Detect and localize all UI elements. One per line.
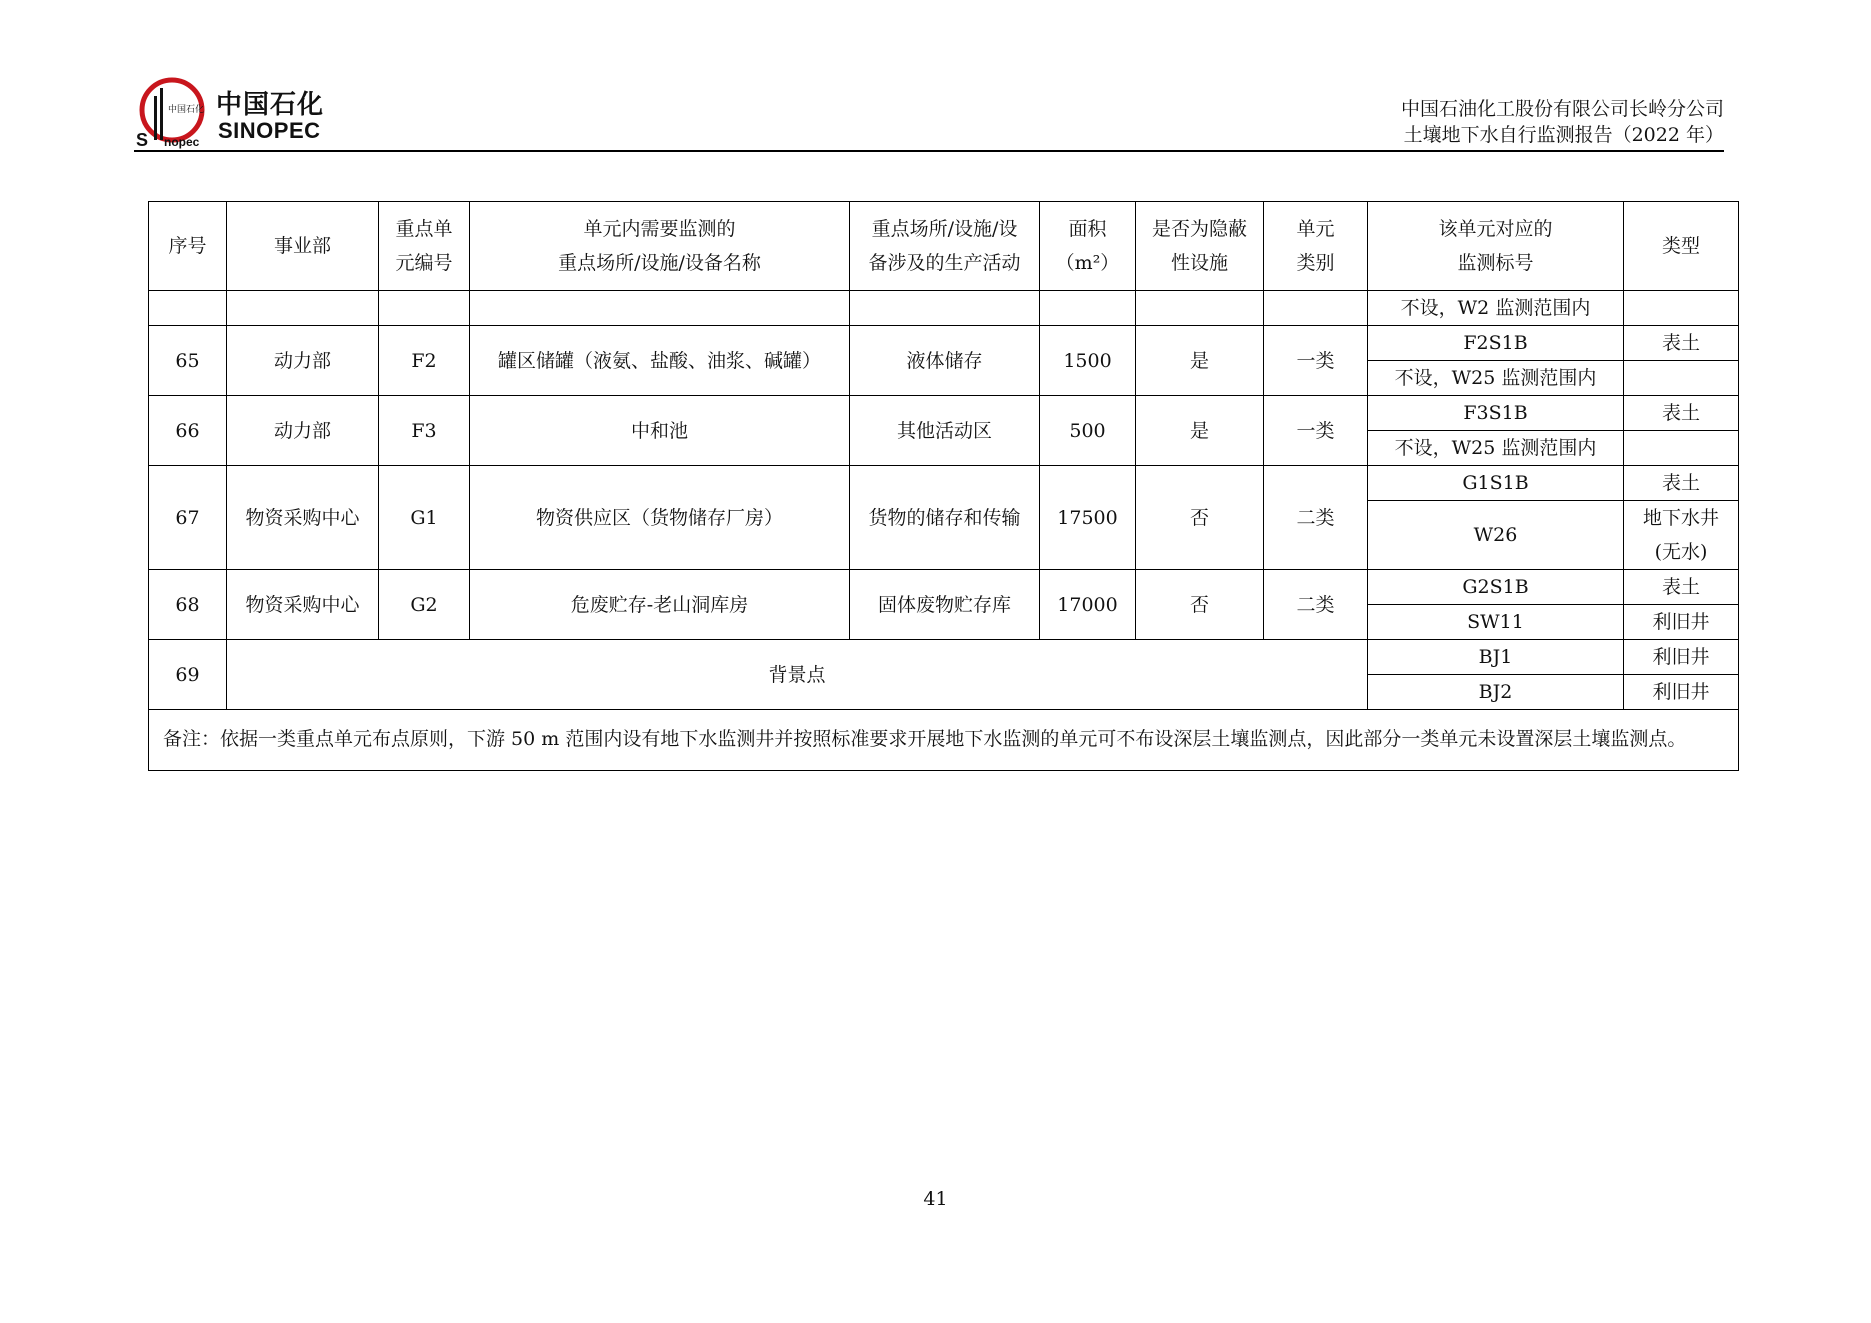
row-number: 66 bbox=[149, 396, 227, 466]
row-number: 69 bbox=[149, 640, 227, 710]
table-row bbox=[149, 396, 1739, 431]
logo-chinese-name: 中国石化 bbox=[216, 90, 325, 120]
unit-code: F2 bbox=[379, 326, 470, 396]
report-title-block bbox=[1401, 96, 1724, 148]
row-number: 67 bbox=[149, 466, 227, 570]
svg-text:S: S bbox=[136, 130, 149, 150]
sinopec-logo bbox=[134, 74, 494, 152]
logo-english-name: SINOPEC bbox=[218, 118, 321, 143]
column-header: 该单元对应的 监测标号 bbox=[1368, 202, 1624, 291]
column-header: 重点单 元编号 bbox=[379, 202, 470, 291]
area: 17500 bbox=[1040, 466, 1136, 570]
department: 动力部 bbox=[227, 396, 379, 466]
unit-category: 二类 bbox=[1264, 466, 1368, 570]
unit-code: G2 bbox=[379, 570, 470, 640]
facility-name: 物资供应区（货物储存厂房） bbox=[470, 466, 850, 570]
area: 17000 bbox=[1040, 570, 1136, 640]
monitoring-point: BJ2 bbox=[1368, 675, 1624, 710]
area: 1500 bbox=[1040, 326, 1136, 396]
point-type bbox=[1624, 431, 1739, 466]
area: 500 bbox=[1040, 396, 1136, 466]
monitoring-point: 不设，W25 监测范围内 bbox=[1368, 361, 1624, 396]
monitoring-point: G1S1B bbox=[1368, 466, 1624, 501]
column-header: 是否为隐蔽 性设施 bbox=[1136, 202, 1264, 291]
page-number: 41 bbox=[923, 1188, 948, 1210]
table-row bbox=[149, 326, 1739, 361]
production-activity: 液体储存 bbox=[850, 326, 1040, 396]
table-row bbox=[149, 570, 1739, 605]
table-row bbox=[149, 291, 1739, 326]
svg-text:中国石化: 中国石化 bbox=[168, 105, 205, 115]
column-header: 重点场所/设施/设 备涉及的生产活动 bbox=[850, 202, 1040, 291]
production-activity: 固体废物贮存库 bbox=[850, 570, 1040, 640]
unit-category: 二类 bbox=[1264, 570, 1368, 640]
monitoring-point: F2S1B bbox=[1368, 326, 1624, 361]
point-type: 表土 bbox=[1624, 466, 1739, 501]
hidden-facility: 否 bbox=[1136, 570, 1264, 640]
column-header: 事业部 bbox=[227, 202, 379, 291]
unit-code: G1 bbox=[379, 466, 470, 570]
table-header-row bbox=[149, 202, 1739, 291]
point-type: 地下水井 (无水) bbox=[1624, 501, 1739, 570]
row-number: 65 bbox=[149, 326, 227, 396]
facility-name: 危废贮存-老山洞库房 bbox=[470, 570, 850, 640]
point-type bbox=[1624, 361, 1739, 396]
monitoring-point: G2S1B bbox=[1368, 570, 1624, 605]
monitoring-point: 不设，W25 监测范围内 bbox=[1368, 431, 1624, 466]
monitoring-point: SW11 bbox=[1368, 605, 1624, 640]
point-type: 利旧井 bbox=[1624, 605, 1739, 640]
column-header: 面积 （m²） bbox=[1040, 202, 1136, 291]
department: 动力部 bbox=[227, 326, 379, 396]
department: 物资采购中心 bbox=[227, 466, 379, 570]
background-point-label: 背景点 bbox=[227, 640, 1368, 710]
department: 物资采购中心 bbox=[227, 570, 379, 640]
table-note: 备注：依据一类重点单元布点原则，下游 50 m 范围内设有地下水监测井并按照标准要求开展地下水监测的单元可不布设深层土壤监测点，因此部分一类单元未设置深层土壤监测点。 bbox=[149, 710, 1739, 771]
page-header bbox=[134, 74, 1724, 152]
hidden-facility: 否 bbox=[1136, 466, 1264, 570]
point-type: 利旧井 bbox=[1624, 675, 1739, 710]
column-header: 单元 类别 bbox=[1264, 202, 1368, 291]
hidden-facility: 是 bbox=[1136, 326, 1264, 396]
monitoring-point: W26 bbox=[1368, 501, 1624, 570]
monitoring-point: F3S1B bbox=[1368, 396, 1624, 431]
monitoring-point: 不设，W2 监测范围内 bbox=[1368, 291, 1624, 326]
column-header: 单元内需要监测的 重点场所/设施/设备名称 bbox=[470, 202, 850, 291]
column-header: 序号 bbox=[149, 202, 227, 291]
point-type: 表土 bbox=[1624, 570, 1739, 605]
production-activity: 货物的储存和传输 bbox=[850, 466, 1040, 570]
unit-category: 一类 bbox=[1264, 326, 1368, 396]
point-type: 利旧井 bbox=[1624, 640, 1739, 675]
facility-name: 中和池 bbox=[470, 396, 850, 466]
hidden-facility: 是 bbox=[1136, 396, 1264, 466]
table-note-row bbox=[149, 710, 1739, 771]
point-type: 表土 bbox=[1624, 396, 1739, 431]
table-row bbox=[149, 640, 1739, 675]
point-type bbox=[1624, 291, 1739, 326]
monitoring-point: BJ1 bbox=[1368, 640, 1624, 675]
header-divider bbox=[134, 150, 1724, 152]
table-row bbox=[149, 466, 1739, 501]
row-number: 68 bbox=[149, 570, 227, 640]
production-activity: 其他活动区 bbox=[850, 396, 1040, 466]
facility-name: 罐区储罐（液氨、盐酸、油浆、碱罐） bbox=[470, 326, 850, 396]
column-header: 类型 bbox=[1624, 202, 1739, 291]
company-name: 中国石油化工股份有限公司长岭分公司 bbox=[1400, 98, 1724, 120]
point-type: 表土 bbox=[1624, 326, 1739, 361]
unit-category: 一类 bbox=[1264, 396, 1368, 466]
report-title: 土壤地下水自行监测报告（2022 年） bbox=[1403, 124, 1724, 146]
sinopec-emblem-icon bbox=[134, 74, 210, 150]
unit-code: F3 bbox=[379, 396, 470, 466]
monitoring-units-table bbox=[148, 201, 1739, 771]
svg-text:nopec: nopec bbox=[164, 135, 200, 149]
